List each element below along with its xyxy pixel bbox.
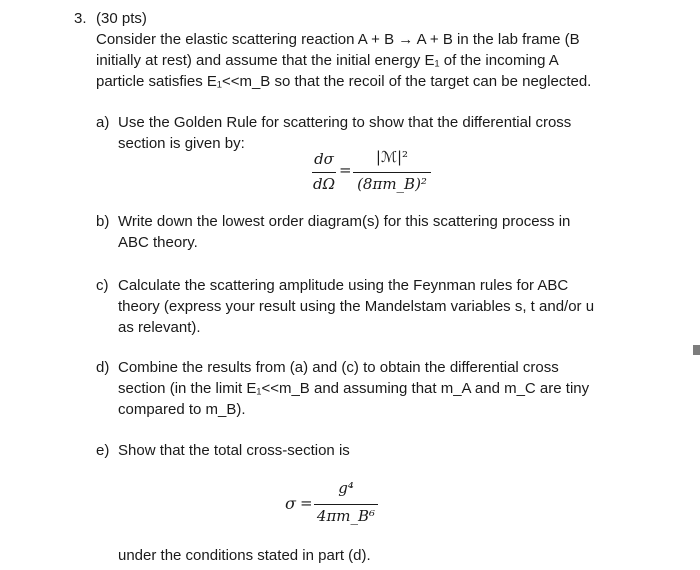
part-e-conclusion: under the conditions stated in part (d).: [118, 547, 371, 564]
part-d-label: d): [96, 359, 110, 376]
total-fraction-bar: [314, 504, 378, 505]
g-fourth-numerator: g⁴: [338, 479, 354, 497]
part-b-label: b): [96, 213, 110, 230]
rhs-fraction-bar: [353, 172, 431, 173]
denominator-8pi-mb-squared: (8πm_B)²: [357, 175, 427, 193]
problem-number: 3.: [74, 10, 87, 27]
intro-line-3: particle satisfies E₁<<m_B so that the recoil of the target can be neglected.: [96, 73, 592, 90]
part-d-line-2: section (in the limit E₁<<m_B and assuming that m_A and m_C are tiny: [118, 380, 590, 397]
part-d-line-3: compared to m_B).: [118, 401, 246, 418]
sigma-symbol: σ: [285, 494, 296, 513]
part-c-line-3: as relevant).: [118, 319, 201, 336]
part-d-line-1: Combine the results from (a) and (c) to obtain the differential cross: [118, 359, 559, 376]
equals-sign: =: [339, 161, 352, 179]
total-equals-sign: =: [300, 494, 313, 512]
denominator-4pi-mb-sixth: 4πm_B⁶: [316, 507, 376, 525]
part-e-label: e): [96, 442, 110, 459]
intro-line-2: initially at rest) and assume that the initial energy E₁ of the incoming A: [96, 52, 559, 69]
dsigma-numerator: dσ: [314, 150, 334, 168]
amplitude-squared-numerator: |ℳ|²: [375, 148, 409, 166]
part-b-line-2: ABC theory.: [118, 234, 198, 251]
scrollbar-thumb[interactable]: [693, 345, 700, 355]
intro-line-1: Consider the elastic scattering reaction A + B → A + B in the lab frame (B: [96, 31, 580, 48]
part-c-line-1: Calculate the scattering amplitude using the Feynman rules for ABC: [118, 277, 569, 294]
part-a-label: a): [96, 114, 110, 131]
domega-denominator: dΩ: [312, 175, 336, 193]
part-e-line-1: Show that the total cross-section is: [118, 442, 350, 459]
part-a-line-1: Use the Golden Rule for scattering to show that the differential cross: [118, 114, 572, 131]
lhs-fraction-bar: [312, 172, 336, 173]
part-a-line-2: section is given by:: [118, 135, 245, 152]
part-b-line-1: Write down the lowest order diagram(s) for this scattering process in: [118, 213, 571, 230]
problem-points: (30 pts): [96, 10, 147, 27]
part-c-label: c): [96, 277, 109, 294]
part-c-line-2: theory (express your result using the Mandelstam variables s, t and/or u: [118, 298, 595, 315]
